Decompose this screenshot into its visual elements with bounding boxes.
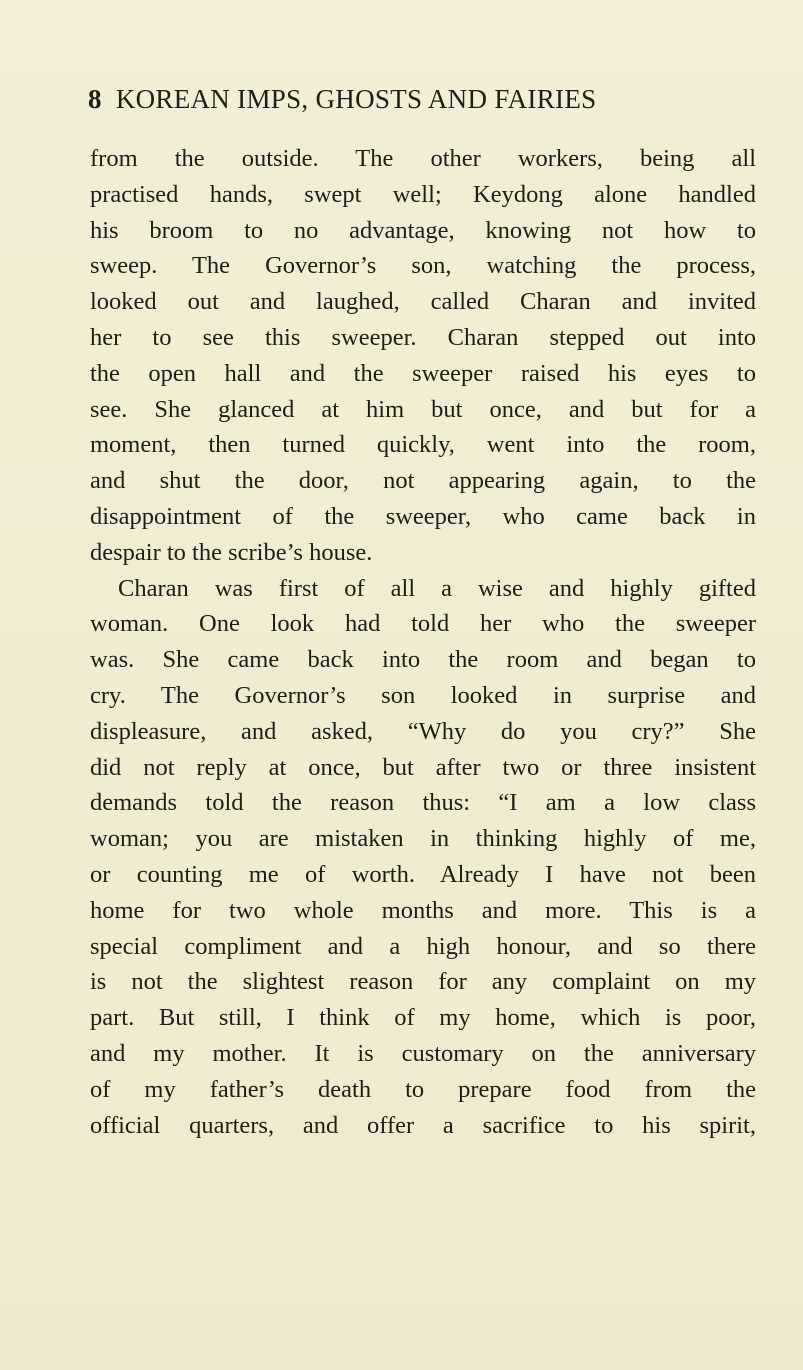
text-line: and my mother. It is customary on the anniversary — [90, 1039, 756, 1067]
text-line: special compliment and a high honour, and so there — [90, 932, 756, 960]
text-line: woman. One look had told her who the sweeper — [90, 610, 756, 638]
text-line: and shut the door, not appearing again, to the — [90, 467, 756, 495]
text-line: despair to the scribe’s house. — [90, 538, 373, 566]
text-line: is not the slightest reason for any complaint on my — [90, 968, 756, 996]
running-head — [88, 84, 758, 124]
text-line: from the outside. The other workers, being all — [90, 145, 756, 172]
text-line: disappointment of the sweeper, who came back in — [90, 502, 756, 530]
text-line: of my father’s death to prepare food from the — [90, 1075, 756, 1103]
text-line: official quarters, and offer a sacrifice to his spirit, — [90, 1111, 756, 1139]
body-text — [90, 141, 756, 1143]
text-line: Charan was first of all a wise and highly gifted — [118, 574, 756, 602]
paragraph-1 — [90, 141, 756, 571]
text-line: see. She glanced at him but once, and but for a — [90, 395, 756, 423]
text-line: did not reply at once, but after two or three insistent — [90, 753, 756, 781]
text-line: the open hall and the sweeper raised his eyes to — [90, 359, 756, 387]
text-line: demands told the reason thus: “I am a low class — [90, 789, 756, 817]
text-line: part. But still, I think of my home, which is poor, — [90, 1004, 756, 1032]
running-title: KOREAN IMPS, GHOSTS AND FAIRIES — [115, 84, 597, 114]
page-number: 8 — [88, 84, 102, 114]
text-line: looked out and laughed, called Charan and invited — [90, 288, 756, 316]
text-line: her to see this sweeper. Charan stepped out into — [90, 323, 756, 351]
text-line: home for two whole months and more. This is a — [90, 896, 756, 924]
text-line: practised hands, swept well; Keydong alone handled — [90, 180, 756, 208]
text-line: or counting me of worth. Already I have not been — [90, 860, 756, 888]
paragraph-2 — [90, 571, 756, 1144]
text-line: woman; you are mistaken in thinking highly of me, — [90, 825, 756, 853]
text-line: moment, then turned quickly, went into the room, — [90, 431, 756, 459]
text-line: cry. The Governor’s son looked in surprise and — [90, 681, 756, 709]
text-line: his broom to no advantage, knowing not how to — [90, 216, 756, 244]
text-line: was. She came back into the room and began to — [90, 646, 756, 674]
text-line: sweep. The Governor’s son, watching the process, — [90, 252, 756, 280]
text-line: displeasure, and asked, “Why do you cry?” She — [90, 717, 756, 745]
